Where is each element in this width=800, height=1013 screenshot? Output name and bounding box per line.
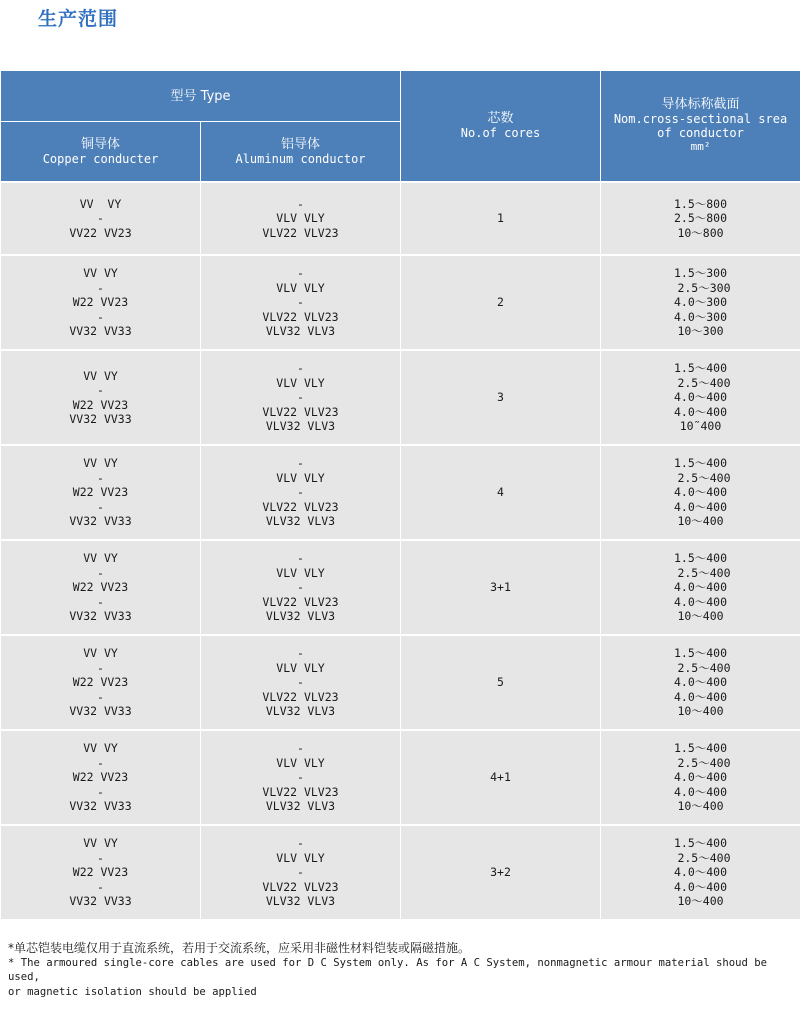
- cell-line: VLV22 VLV23: [262, 594, 339, 609]
- cell-line: 2.5～400: [670, 850, 731, 865]
- table-row: [1, 825, 800, 920]
- cell-line: -: [97, 499, 104, 514]
- cell-line: 4.0～300: [673, 309, 728, 324]
- aluminum-types-cell: [201, 182, 401, 255]
- aluminum-types-cell: [201, 350, 401, 445]
- cell-line: VLV32 VLV3: [265, 894, 336, 909]
- cores-cell: [401, 730, 601, 825]
- sections-cell: [601, 350, 800, 445]
- cell-line: VV32 VV33: [69, 704, 132, 719]
- cell-line: -: [297, 675, 304, 690]
- cell-line: VV VY: [79, 196, 122, 211]
- cell-line: 4.0～400: [673, 594, 728, 609]
- cell-line: 1.5～300: [673, 266, 728, 281]
- cell-line: 1.5～400: [673, 646, 728, 661]
- aluminum-types-cell: [201, 540, 401, 635]
- production-range-table: [0, 70, 800, 921]
- cell-line: 4.0～400: [673, 784, 728, 799]
- aluminum-types-cell: [201, 255, 401, 350]
- cell-line: -: [97, 879, 104, 894]
- cell-line: 4.0～400: [673, 879, 728, 894]
- cell-line: -: [297, 390, 304, 405]
- cell-line: -: [97, 660, 104, 675]
- cell-line: 4.0～400: [673, 770, 728, 785]
- table-row: [1, 445, 800, 540]
- cell-line: VLV22 VLV23: [262, 689, 339, 704]
- sections-cell: [601, 825, 800, 920]
- cell-line: 10～300: [677, 324, 724, 339]
- type-header: [1, 71, 401, 122]
- cell-line: 10～400: [677, 609, 724, 624]
- page-title: 生产范围: [38, 8, 119, 30]
- cell-line: 1.5～800: [673, 196, 728, 211]
- cell-line: VLV22 VLV23: [262, 499, 339, 514]
- copper-types-cell: [1, 255, 201, 350]
- cell-line: VLV VLY: [276, 375, 325, 390]
- cell-line: -: [97, 689, 104, 704]
- cell-line: VLV VLY: [276, 850, 325, 865]
- table-row: [1, 730, 800, 825]
- aluminum-header: [201, 122, 401, 183]
- footnote-cn: *单芯铠装电缆仅用于直流系统，若用于交流系统，应采用非磁性材料铠装或隔磁措施。: [8, 941, 471, 955]
- cell-line: W22 VV23: [72, 770, 129, 785]
- sections-cell: [601, 255, 800, 350]
- cell-line: VLV22 VLV23: [262, 404, 339, 419]
- cell-line: W22 VV23: [72, 397, 129, 412]
- cell-line: 10～400: [677, 514, 724, 529]
- cell-line: VLV VLY: [276, 470, 325, 485]
- cores-cell: [401, 540, 601, 635]
- cell-line: VLV32 VLV3: [265, 514, 336, 529]
- cell-line: W22 VV23: [72, 865, 129, 880]
- cell-line: 10～400: [677, 704, 724, 719]
- footnote-en-1: * The armoured single-core cables are used for D C System only. As for A C System, nonmagnetic armour material shoud be used,: [8, 956, 767, 983]
- copper-types-cell: [1, 445, 201, 540]
- cell-line: 2.5～400: [670, 470, 731, 485]
- copper-types-cell: [1, 540, 201, 635]
- cores-cell: [401, 635, 601, 730]
- copper-types-cell: [1, 350, 201, 445]
- cell-line: 1.5～400: [673, 551, 728, 566]
- cell-line: -: [97, 850, 104, 865]
- cell-line: VLV32 VLV3: [265, 704, 336, 719]
- cell-line: VV VY: [83, 368, 118, 383]
- cell-line: VLV32 VLV3: [265, 419, 336, 434]
- cell-line: VV32 VV33: [69, 799, 132, 814]
- sections-cell: [601, 182, 800, 255]
- copper-header: [1, 122, 201, 183]
- cell-line: VLV VLY: [276, 280, 325, 295]
- table-row: [1, 350, 800, 445]
- cell-line: VV22 VV23: [69, 225, 132, 240]
- cell-line: -: [297, 551, 304, 566]
- cell-line: 3+2: [490, 865, 511, 880]
- cell-line: 2.5～300: [670, 280, 731, 295]
- cell-line: W22 VV23: [72, 485, 129, 500]
- cell-line: 4.0～400: [673, 675, 728, 690]
- cell-line: -: [297, 865, 304, 880]
- header-row: [1, 71, 800, 122]
- cell-line: VLV22 VLV23: [262, 879, 339, 894]
- copper-types-cell: [1, 635, 201, 730]
- cell-line: 10˜400: [679, 419, 722, 434]
- cell-line: W22 VV23: [72, 295, 129, 310]
- cell-line: -: [297, 836, 304, 851]
- cell-line: 4.0～400: [673, 580, 728, 595]
- cell-line: VV32 VV33: [69, 411, 132, 426]
- sections-cell: [601, 445, 800, 540]
- cores-cell: [401, 255, 601, 350]
- aluminum-types-cell: [201, 635, 401, 730]
- cell-line: 4: [497, 485, 504, 500]
- aluminum-header-cn: 铝导体: [281, 136, 321, 152]
- sections-cell: [601, 635, 800, 730]
- cell-line: 1.5～400: [673, 836, 728, 851]
- cell-line: VLV32 VLV3: [265, 799, 336, 814]
- cores-cell: [401, 825, 601, 920]
- cell-line: VV32 VV33: [69, 324, 132, 339]
- cell-line: VV32 VV33: [69, 609, 132, 624]
- cell-line: -: [297, 580, 304, 595]
- cell-line: VV32 VV33: [69, 894, 132, 909]
- cell-line: -: [297, 456, 304, 471]
- cell-line: -: [97, 565, 104, 580]
- cell-line: 4.0～400: [673, 689, 728, 704]
- cell-line: 4.0～400: [673, 865, 728, 880]
- cell-line: 4.0～400: [673, 499, 728, 514]
- cell-line: 4.0～400: [673, 485, 728, 500]
- section-header-en-1: Nom.cross-sectional srea: [613, 112, 788, 126]
- copper-header-en: Copper conducter: [42, 151, 159, 166]
- table-body: [1, 182, 800, 920]
- cell-line: 2.5～400: [670, 755, 731, 770]
- cell-line: VLV22 VLV23: [262, 309, 339, 324]
- cell-line: VV VY: [83, 551, 118, 566]
- cell-line: VV VY: [83, 266, 118, 281]
- cell-line: VV VY: [83, 456, 118, 471]
- cores-cell: [401, 182, 601, 255]
- type-header-cn: 型号: [170, 88, 197, 104]
- footnote: [8, 941, 796, 999]
- cell-line: W22 VV23: [72, 580, 129, 595]
- cell-line: VLV VLY: [276, 660, 325, 675]
- cell-line: VLV22 VLV23: [262, 784, 339, 799]
- table-row: [1, 182, 800, 255]
- cell-line: VLV32 VLV3: [265, 609, 336, 624]
- cell-line: -: [297, 646, 304, 661]
- cell-line: 1.5～400: [673, 361, 728, 376]
- cell-line: 1: [497, 211, 504, 226]
- section-header-cn: 导体标称截面: [661, 97, 740, 112]
- copper-types-cell: [1, 825, 201, 920]
- cell-line: -: [297, 295, 304, 310]
- section-header-unit: mm²: [690, 140, 711, 153]
- cell-line: 2.5～800: [673, 211, 728, 226]
- cell-line: 2.5～400: [670, 565, 731, 580]
- cell-line: VLV VLY: [276, 565, 325, 580]
- type-header-en: Type: [200, 88, 231, 104]
- cell-line: -: [297, 741, 304, 756]
- cell-line: VLV32 VLV3: [265, 324, 336, 339]
- cell-line: 3+1: [490, 580, 511, 595]
- cell-line: -: [97, 784, 104, 799]
- table-row: [1, 255, 800, 350]
- cell-line: VV VY: [83, 646, 118, 661]
- cell-line: 4.0～300: [673, 295, 728, 310]
- cell-line: -: [97, 755, 104, 770]
- cores-header-cn: 芯数: [487, 111, 514, 126]
- type-header-label: [171, 89, 231, 104]
- sections-cell: [601, 540, 800, 635]
- copper-types-cell: [1, 182, 201, 255]
- copper-types-cell: [1, 730, 201, 825]
- cell-line: -: [97, 309, 104, 324]
- cell-line: 10～800: [677, 225, 724, 240]
- cell-line: -: [297, 485, 304, 500]
- cell-line: 1.5～400: [673, 741, 728, 756]
- cell-line: 2.5～400: [670, 375, 731, 390]
- cell-line: VV32 VV33: [69, 514, 132, 529]
- cell-line: 2: [497, 295, 504, 310]
- section-header-en-2: of conductor: [657, 126, 744, 140]
- cell-line: -: [97, 383, 104, 398]
- cell-line: -: [297, 770, 304, 785]
- section-header: [601, 71, 800, 183]
- sections-cell: [601, 730, 800, 825]
- aluminum-types-cell: [201, 730, 401, 825]
- table-row: [1, 540, 800, 635]
- cell-line: -: [97, 280, 104, 295]
- aluminum-header-en: Aluminum conductor: [235, 151, 366, 166]
- cell-line: 10～400: [677, 894, 724, 909]
- cores-cell: [401, 350, 601, 445]
- cores-cell: [401, 445, 601, 540]
- cell-line: W22 VV23: [72, 675, 129, 690]
- cell-line: VV VY: [83, 741, 118, 756]
- cell-line: -: [297, 266, 304, 281]
- cell-line: 1.5～400: [673, 456, 728, 471]
- cell-line: 4.0～400: [673, 390, 728, 405]
- cell-line: 5: [497, 675, 504, 690]
- aluminum-types-cell: [201, 825, 401, 920]
- cell-line: 4+1: [490, 770, 511, 785]
- cell-line: VLV VLY: [276, 211, 325, 226]
- cell-line: -: [297, 361, 304, 376]
- cores-header-en: No.of cores: [460, 126, 541, 140]
- cell-line: 3: [497, 390, 504, 405]
- cell-line: -: [97, 470, 104, 485]
- footnote-en-2: or magnetic isolation should be applied: [8, 985, 257, 998]
- cell-line: 2.5～400: [670, 660, 731, 675]
- cell-line: VV VY: [83, 836, 118, 851]
- cell-line: -: [97, 594, 104, 609]
- cell-line: VLV VLY: [276, 755, 325, 770]
- cell-line: 10～400: [677, 799, 724, 814]
- cell-line: -: [97, 211, 104, 226]
- cell-line: 4.0～400: [673, 404, 728, 419]
- cores-header: [401, 71, 601, 183]
- aluminum-types-cell: [201, 445, 401, 540]
- cell-line: -: [297, 196, 304, 211]
- cell-line: VLV22 VLV23: [262, 225, 339, 240]
- copper-header-cn: 铜导体: [80, 136, 120, 152]
- table-row: [1, 635, 800, 730]
